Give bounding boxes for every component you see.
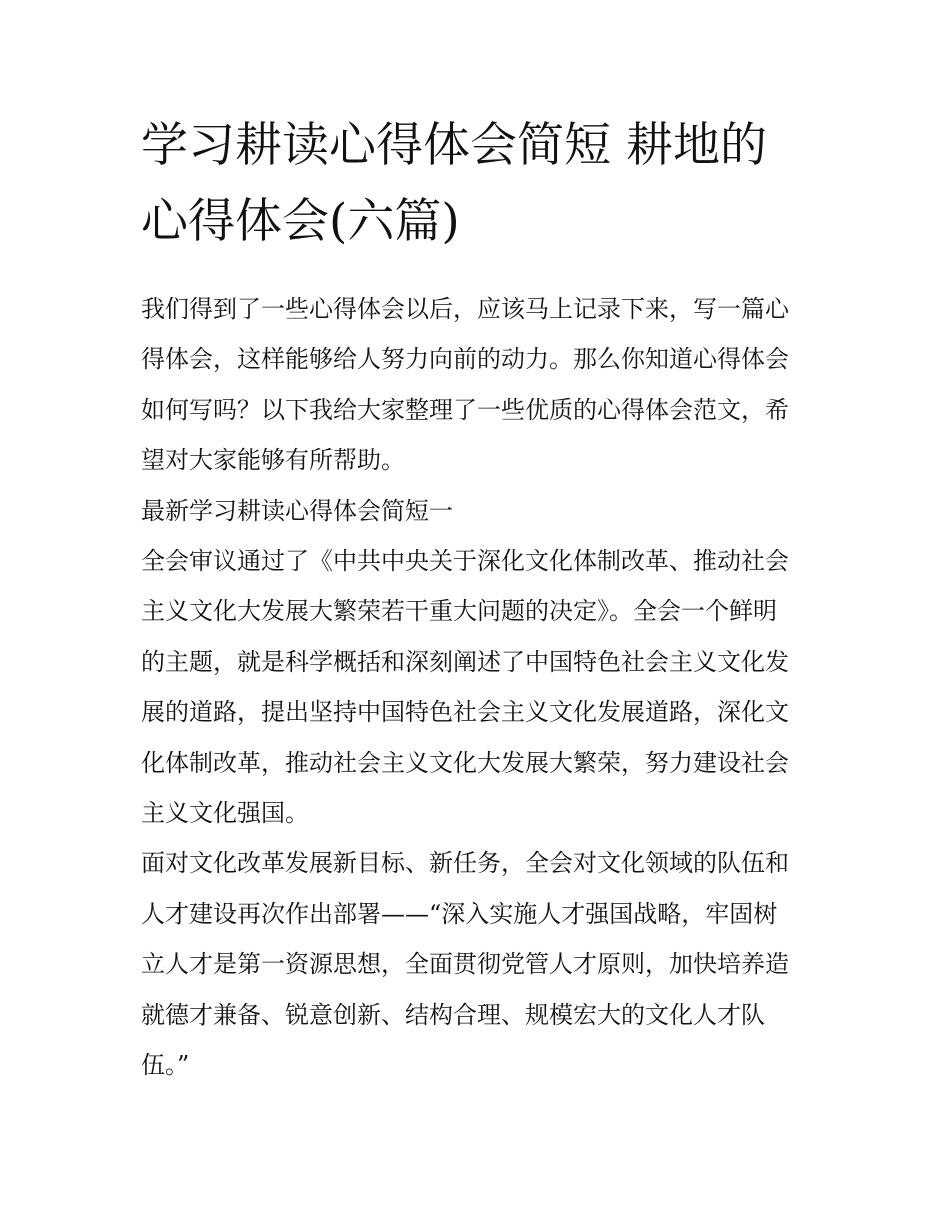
text-line: 主义文化大发展大繁荣若干重大问题的决定》。全会一个鲜明 [141,597,777,626]
text-line: 全会审议通过了《中共中央关于深化文化体制改革、推动社会 [141,547,789,576]
text-line: 就德才兼备、锐意创新、结构合理、规模宏大的文化人才队 [141,1000,765,1029]
text-line: 展的道路，提出坚持中国特色社会主义文化发展道路，深化文 [141,698,789,727]
title-line-2: 心得体会(六篇) [141,194,460,249]
text-line: 面对文化改革发展新目标、新任务，全会对文化领域的队伍和 [141,849,789,878]
text-line: 主义文化强国。 [141,799,309,828]
text-line: 得体会，这样能够给人努力向前的动力。那么你知道心得体会 [141,345,789,374]
document-title [141,108,813,260]
text-line: 化体制改革，推动社会主义文化大发展大繁荣，努力建设社会 [141,748,789,777]
text-line: 人才建设再次作出部署——“深入实施人才强国战略，牢固树 [141,899,778,928]
text-line: 最新学习耕读心得体会简短一 [141,496,453,525]
text-line: 伍。” [141,1051,190,1080]
document-page [141,108,813,1091]
body-paragraph-1 [141,536,813,838]
title-line-1: 学习耕读心得体会简短 耕地的 [141,118,767,173]
text-line: 如何写吗？以下我给大家整理了一些优质的心得体会范文，希 [141,395,789,424]
text-line: 立人才是第一资源思想，全面贯彻党管人才原则，加快培养造 [141,950,789,979]
text-line: 的主题，就是科学概括和深刻阐述了中国特色社会主义文化发 [141,647,789,676]
document-body [141,284,813,1091]
section-heading [141,486,813,536]
text-line: 望对大家能够有所帮助。 [141,446,405,475]
intro-paragraph [141,284,813,486]
body-paragraph-2 [141,838,813,1090]
text-line: 我们得到了一些心得体会以后，应该马上记录下来，写一篇心 [141,295,789,323]
